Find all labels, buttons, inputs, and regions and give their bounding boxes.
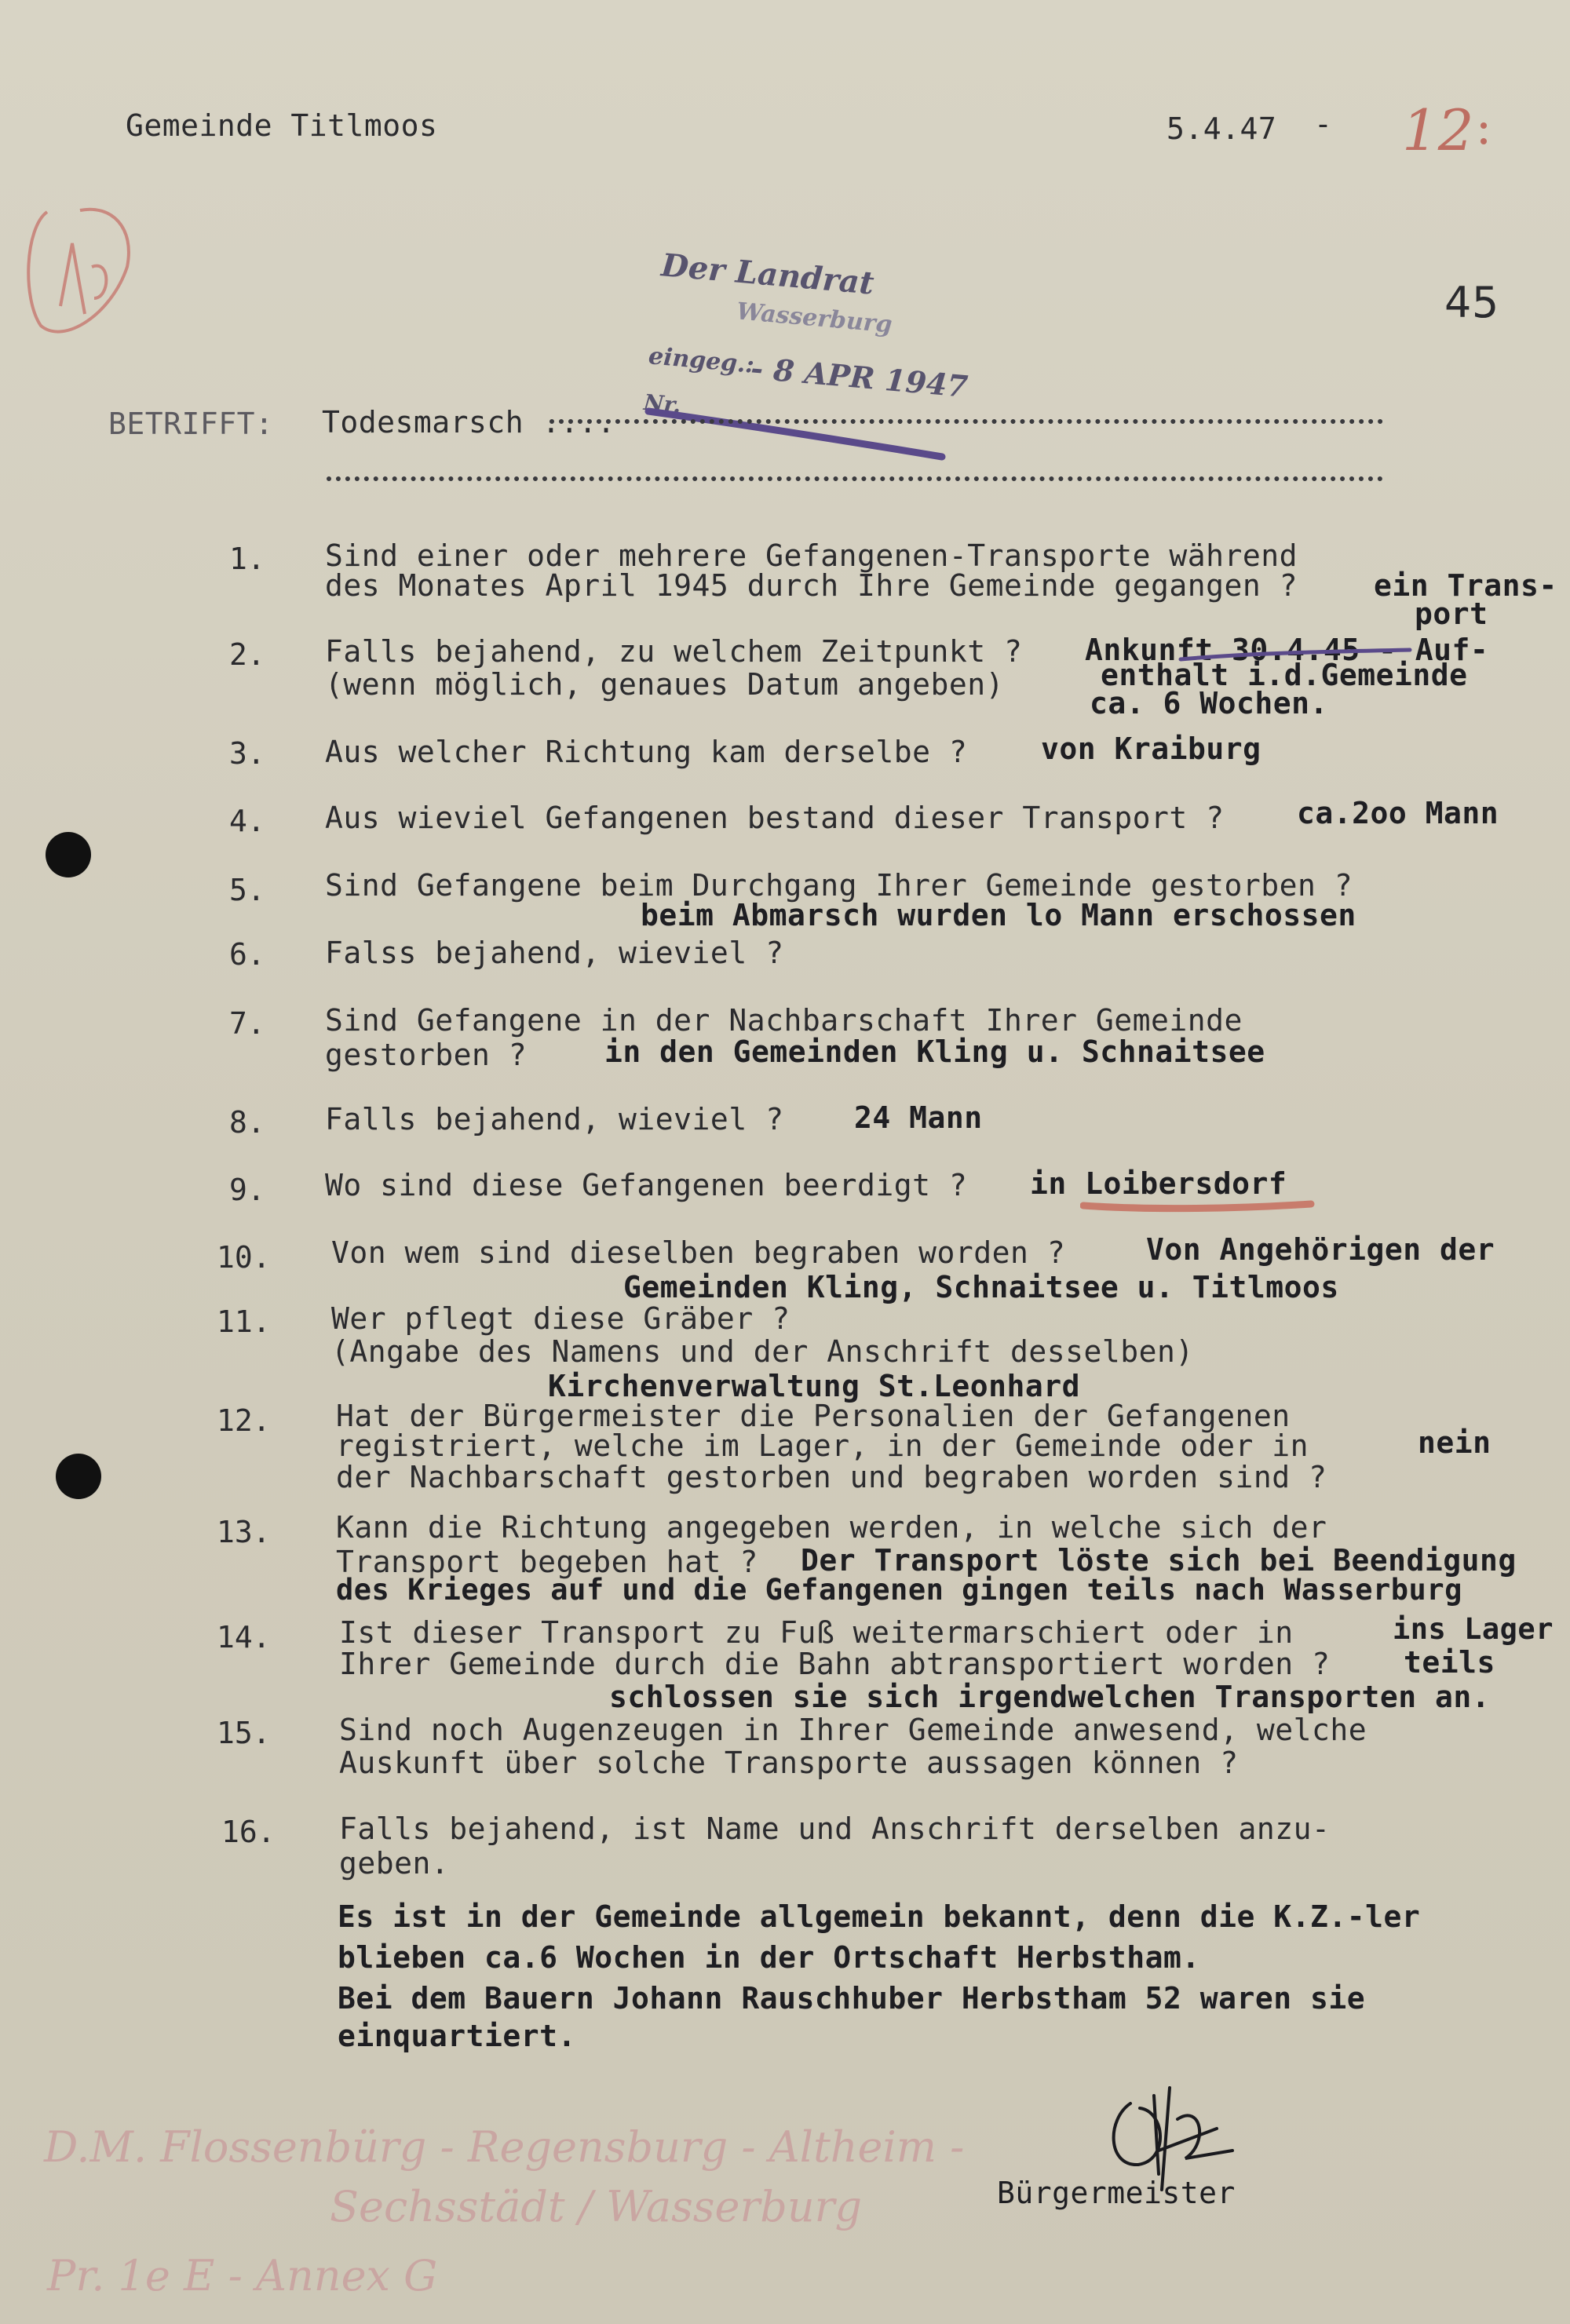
question-number: 14. xyxy=(217,1620,271,1655)
answer-text: Kirchenverwaltung St.Leonhard xyxy=(548,1369,1080,1403)
answer-text: ca.2oo Mann xyxy=(1297,796,1499,830)
answer-text: ein Trans- xyxy=(1374,568,1557,603)
question-text: Sind einer oder mehrere Gefangenen-Transporte während xyxy=(325,538,1298,573)
answer-text: nein xyxy=(1418,1425,1492,1460)
answer-text: in den Gemeinden Kling u. Schnaitsee xyxy=(604,1034,1265,1069)
signature-title: Bürgermeister xyxy=(997,2176,1236,2210)
blue-pencil-underline xyxy=(644,400,950,463)
page-number: 45 xyxy=(1444,278,1499,327)
stamp-received-label: eingeg.: xyxy=(647,342,756,379)
dotted-rule xyxy=(327,476,1383,481)
question-number: 7. xyxy=(229,1006,265,1041)
question-text: geben. xyxy=(339,1846,450,1881)
answer-text: Gemeinden Kling, Schnaitsee u. Titlmoos xyxy=(623,1270,1339,1304)
question-number: 8. xyxy=(229,1105,265,1140)
question-text: (Angabe des Namens und der Anschrift desselben) xyxy=(331,1334,1194,1369)
question-number: 6. xyxy=(229,937,265,972)
question-text: Hat der Bürgermeister die Personalien der Gefangenen xyxy=(336,1399,1291,1433)
closing-text: Bei dem Bauern Johann Rauschhuber Herbstham 52 waren sie xyxy=(338,1981,1366,2016)
closing-text: einquartiert. xyxy=(338,2019,576,2053)
blue-pencil-strike xyxy=(1178,644,1413,667)
question-text: Transport begeben hat ? xyxy=(336,1545,758,1579)
question-number: 5. xyxy=(229,873,265,907)
question-text: Aus welcher Richtung kam derselbe ? xyxy=(325,735,968,769)
question-text: Ihrer Gemeinde durch die Bahn abtransportiert worden ? xyxy=(339,1647,1331,1681)
answer-text: von Kraiburg xyxy=(1041,731,1261,766)
question-text: Von wem sind dieselben begraben worden ? xyxy=(331,1235,1066,1270)
punch-hole xyxy=(56,1454,101,1499)
question-text: Auskunft über solche Transporte aussagen können ? xyxy=(339,1746,1239,1780)
stamp-received-date: - 8 APR 1947 xyxy=(749,350,969,404)
pencil-note: Pr. 1e E - Annex G xyxy=(47,2251,438,2300)
question-number: 10. xyxy=(217,1240,271,1275)
question-text: Wo sind diese Gefangenen beerdigt ? xyxy=(325,1168,968,1202)
question-text: gestorben ? xyxy=(325,1038,528,1072)
question-number: 13. xyxy=(217,1515,271,1549)
stamp-nr-label: Nr. xyxy=(642,389,682,419)
question-text: der Nachbarschaft gestorben und begraben worden sind ? xyxy=(336,1460,1327,1494)
question-text: registriert, welche im Lager, in der Gemeinde oder in xyxy=(336,1428,1309,1463)
question-text: Falss bejahend, wieviel ? xyxy=(325,936,784,970)
question-text: Falls bejahend, zu welchem Zeitpunkt ? xyxy=(325,634,1023,669)
document-date: 5.4.47 xyxy=(1167,111,1277,146)
question-text: Sind Gefangene in der Nachbarschaft Ihrer Gemeinde xyxy=(325,1003,1243,1038)
answer-text: Der Transport löste sich bei Beendigung xyxy=(801,1543,1517,1578)
question-number: 12. xyxy=(217,1403,271,1438)
question-text: (wenn möglich, genaues Datum angeben) xyxy=(325,667,1004,702)
answer-text: port xyxy=(1415,597,1488,631)
question-text: Falls bejahend, ist Name und Anschrift derselben anzu- xyxy=(339,1811,1331,1846)
closing-text: Es ist in der Gemeinde allgemein bekannt, denn die K.Z.-ler xyxy=(338,1899,1421,1934)
answer-text: teils xyxy=(1404,1645,1495,1680)
answer-text: in Loibersdorf xyxy=(1030,1166,1287,1201)
question-text: Wer pflegt diese Gräber ? xyxy=(331,1301,790,1336)
question-text: Ist dieser Transport zu Fuß weitermarschiert oder in xyxy=(339,1615,1294,1650)
question-text: Kann die Richtung angegeben werden, in welche sich der xyxy=(336,1510,1327,1545)
question-number: 11. xyxy=(217,1304,271,1339)
question-number: 3. xyxy=(229,736,265,771)
question-number: 15. xyxy=(217,1716,271,1750)
question-text: des Monates April 1945 durch Ihre Gemeinde gegangen ? xyxy=(325,568,1298,603)
subject-label: BETRIFFT: xyxy=(108,407,274,441)
folio-dot xyxy=(1481,122,1487,129)
answer-text: schlossen sie sich irgendwelchen Transporten an. xyxy=(609,1680,1491,1714)
closing-text: blieben ca.6 Wochen in der Ortschaft Herbstham. xyxy=(338,1940,1200,1975)
question-text: Aus wieviel Gefangenen bestand dieser Transport ? xyxy=(325,801,1225,835)
subject-text: Todesmarsch .... xyxy=(322,405,616,440)
answer-text: Von Angehörigen der xyxy=(1146,1232,1495,1267)
question-number: 2. xyxy=(229,637,265,672)
question-number: 9. xyxy=(229,1173,265,1207)
red-folio-number: 12 xyxy=(1402,97,1474,163)
folio-dot xyxy=(1481,138,1487,144)
pencil-note: D.M. Flossenbürg - Regensburg - Altheim - xyxy=(44,2122,965,2172)
pencil-note: Sechsstädt / Wasserburg xyxy=(330,2182,863,2231)
question-number: 4. xyxy=(229,804,265,838)
answer-text: des Krieges auf und die Gefangenen gingen teils nach Wasserburg xyxy=(336,1573,1462,1607)
answer-text: enthalt i.d.Gemeinde xyxy=(1101,658,1468,692)
question-text: Falls bejahend, wieviel ? xyxy=(325,1102,784,1136)
answer-text: 24 Mann xyxy=(854,1100,983,1135)
stamp-district: Wasserburg xyxy=(735,297,893,339)
question-number: 1. xyxy=(229,542,265,576)
date-dash: - xyxy=(1314,107,1333,141)
stamp-authority: Der Landrat xyxy=(659,246,876,302)
question-number: 16. xyxy=(221,1815,276,1849)
answer-text: beim Abmarsch wurden lo Mann erschossen xyxy=(641,898,1356,932)
red-pencil-underline xyxy=(1080,1196,1316,1217)
municipality-heading: Gemeinde Titlmoos xyxy=(126,108,438,143)
answer-text: ins Lager xyxy=(1393,1612,1554,1646)
question-text: Sind noch Augenzeugen in Ihrer Gemeinde anwesend, welche xyxy=(339,1713,1367,1747)
answer-text: ca. 6 Wochen. xyxy=(1090,686,1328,721)
red-pencil-mark-icon xyxy=(17,196,135,345)
question-text: Sind Gefangene beim Durchgang Ihrer Gemeinde gestorben ? xyxy=(325,868,1353,903)
dotted-rule xyxy=(550,419,1383,424)
answer-text: Ankunft 30.4.45 - Auf- xyxy=(1085,633,1489,667)
punch-hole xyxy=(46,832,91,877)
